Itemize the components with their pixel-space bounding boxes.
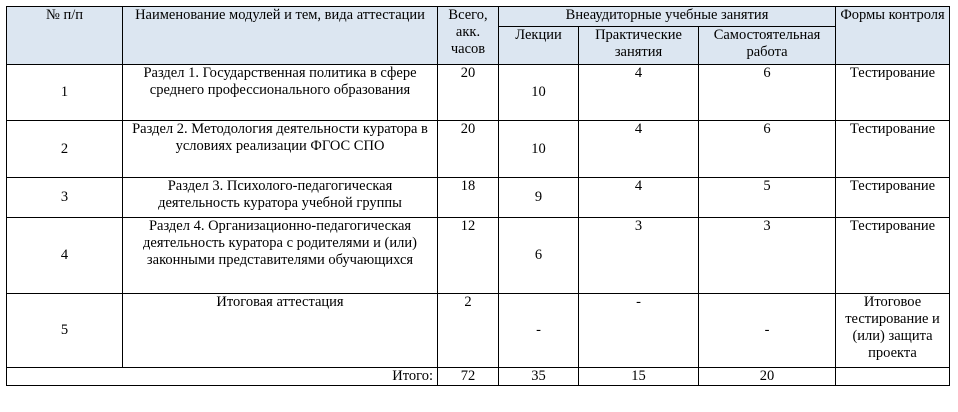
header-extra: Внеаудиторные учебные занятия bbox=[499, 7, 836, 27]
totals-self: 20 bbox=[699, 368, 836, 386]
row-lectures: 6 bbox=[499, 218, 579, 294]
row-total: 20 bbox=[438, 121, 499, 178]
row-control: Тестирование bbox=[836, 178, 950, 218]
totals-practice: 15 bbox=[579, 368, 699, 386]
row-control: Итоговое тестирование и (или) защита проекта bbox=[836, 294, 950, 368]
totals-lectures: 35 bbox=[499, 368, 579, 386]
row-name: Раздел 4. Организационно-педагогическая деятельность куратора с родителями и (или) законными представителями обучающихся bbox=[123, 218, 438, 294]
header-num: № п/п bbox=[7, 7, 123, 65]
row-self: 6 bbox=[699, 121, 836, 178]
row-total: 12 bbox=[438, 218, 499, 294]
totals-row bbox=[7, 368, 950, 386]
row-self: 5 bbox=[699, 178, 836, 218]
row-name: Итоговая аттестация bbox=[123, 294, 438, 368]
row-lectures: 9 bbox=[499, 178, 579, 218]
row-self: 6 bbox=[699, 65, 836, 121]
row-practice: 4 bbox=[579, 65, 699, 121]
row-num: 5 bbox=[7, 294, 123, 368]
table-row bbox=[7, 65, 950, 121]
row-num: 4 bbox=[7, 218, 123, 294]
row-lectures: - bbox=[499, 294, 579, 368]
row-self: - bbox=[699, 294, 836, 368]
row-control: Тестирование bbox=[836, 218, 950, 294]
row-lectures: 10 bbox=[499, 121, 579, 178]
header-name: Наименование модулей и тем, вида аттестации bbox=[123, 7, 438, 65]
row-num: 2 bbox=[7, 121, 123, 178]
table-row bbox=[7, 294, 950, 368]
row-total: 2 bbox=[438, 294, 499, 368]
table-row bbox=[7, 121, 950, 178]
row-practice: 4 bbox=[579, 121, 699, 178]
row-total: 18 bbox=[438, 178, 499, 218]
table-row bbox=[7, 178, 950, 218]
header-lectures: Лекции bbox=[499, 27, 579, 65]
totals-label: Итого: bbox=[7, 368, 438, 386]
table-header bbox=[7, 7, 950, 65]
row-lectures: 10 bbox=[499, 65, 579, 121]
curriculum-table bbox=[6, 6, 950, 386]
curriculum-table-wrapper bbox=[6, 6, 950, 386]
header-control: Формы контроля bbox=[836, 7, 950, 65]
row-practice: - bbox=[579, 294, 699, 368]
row-name: Раздел 2. Методология деятельности куратора в условиях реализации ФГОС СПО bbox=[123, 121, 438, 178]
totals-total: 72 bbox=[438, 368, 499, 386]
table-body bbox=[7, 65, 950, 386]
row-practice: 4 bbox=[579, 178, 699, 218]
row-num: 1 bbox=[7, 65, 123, 121]
row-total: 20 bbox=[438, 65, 499, 121]
row-control: Тестирование bbox=[836, 121, 950, 178]
header-practice: Практические занятия bbox=[579, 27, 699, 65]
row-practice: 3 bbox=[579, 218, 699, 294]
row-control: Тестирование bbox=[836, 65, 950, 121]
row-self: 3 bbox=[699, 218, 836, 294]
row-name: Раздел 3. Психолого-педагогическая деятельность куратора учебной группы bbox=[123, 178, 438, 218]
row-name: Раздел 1. Государственная политика в сфере среднего профессионального образования bbox=[123, 65, 438, 121]
header-self: Самостоятельная работа bbox=[699, 27, 836, 65]
row-num: 3 bbox=[7, 178, 123, 218]
totals-control bbox=[836, 368, 950, 386]
table-row bbox=[7, 218, 950, 294]
header-total: Всего, акк. часов bbox=[438, 7, 499, 65]
